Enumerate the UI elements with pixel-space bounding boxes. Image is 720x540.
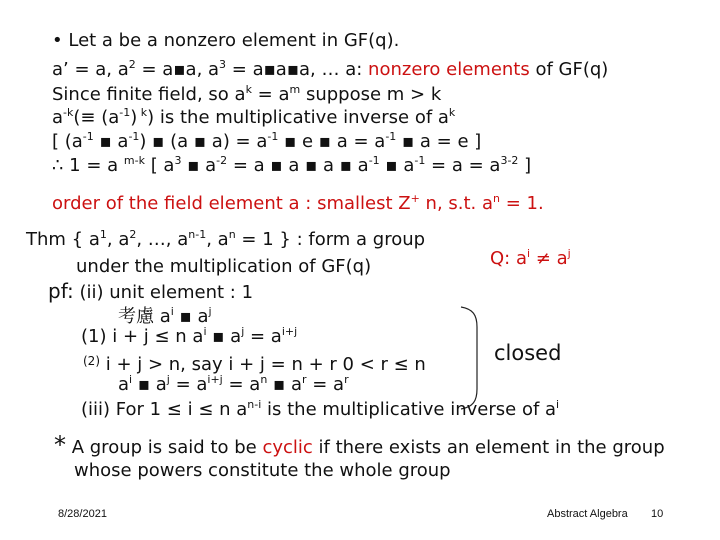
t: whose powers constitute the whole group — [74, 460, 451, 481]
t: , …, a — [136, 229, 189, 250]
sup: j — [241, 325, 245, 338]
t: = a — [306, 374, 345, 395]
sup: -1 — [82, 130, 94, 143]
sup: -1 — [414, 154, 426, 167]
sup: m — [289, 83, 301, 96]
t: = a — [222, 374, 261, 395]
sup: j — [208, 305, 212, 318]
t: ] — [518, 155, 532, 176]
sup: k — [245, 83, 252, 96]
t: a’ = a, a — [52, 59, 129, 80]
t: ≠ a — [530, 248, 568, 269]
bullet-icon: • — [52, 30, 63, 51]
theorem-line — [26, 229, 425, 251]
t: 考慮 a — [118, 306, 171, 327]
proof-line — [48, 280, 253, 304]
t: = a — [244, 326, 282, 347]
t: order of the field element a : smallest Z — [52, 193, 411, 214]
sup: k — [448, 106, 456, 119]
t: ▪ a — [379, 155, 415, 176]
t: ▪ a — [93, 131, 129, 152]
footer-page-number: 10 — [651, 508, 664, 520]
t: (1) i + j ≤ n a — [81, 326, 204, 347]
sup: -k — [63, 106, 74, 119]
t: [ a — [144, 155, 175, 176]
footer-title: Abstract Algebra — [547, 508, 628, 520]
line-4 — [52, 107, 455, 129]
t: [ (a — [52, 131, 83, 152]
cyclic-definition — [54, 431, 665, 459]
t: = a▪a, a — [135, 59, 220, 80]
t: , a — [106, 229, 130, 250]
consider-line — [118, 306, 212, 328]
t: (ii) unit element : 1 — [79, 282, 254, 303]
t: a — [118, 374, 130, 395]
t: ▪ a — [181, 155, 217, 176]
t: ▪ a — [267, 374, 302, 395]
t: of GF(q) — [529, 59, 609, 80]
line-2 — [52, 59, 608, 81]
sup: 3-2 — [500, 154, 519, 167]
t: Q: a — [490, 248, 527, 269]
sup: m-k — [123, 154, 145, 167]
footer-date: 8/28/2021 — [58, 508, 107, 520]
sup: j — [166, 373, 170, 386]
sup: i+j — [207, 373, 223, 386]
t: = a — [251, 84, 290, 105]
sup: r — [344, 373, 349, 386]
t: ) — [130, 107, 138, 128]
t: i + j > n, say i + j = n + r 0 < r ≤ n — [100, 354, 426, 375]
t: ∴ 1 = a — [52, 155, 124, 176]
line-1-text: Let a be a nonzero element in GF(q). — [68, 30, 400, 51]
t: ▪ a — [206, 326, 242, 347]
inverse-line — [81, 399, 559, 421]
sup: + — [410, 192, 420, 205]
t: = 1. — [500, 193, 544, 214]
sup: n — [260, 373, 268, 386]
sup: -1 — [267, 130, 279, 143]
t: = 1 } : form a group — [235, 229, 426, 250]
theorem-line-2 — [76, 256, 371, 278]
highlight-nonzero: nonzero elements — [368, 59, 530, 80]
highlight-cyclic: cyclic — [262, 437, 313, 458]
t: ) is the multiplicative inverse of a — [147, 107, 449, 128]
sup: n-1 — [188, 228, 207, 241]
t: , a — [206, 229, 229, 250]
t: a — [52, 107, 64, 128]
t: ▪ a — [173, 306, 209, 327]
cyclic-definition-2 — [74, 460, 451, 482]
proof-label: pf: — [48, 279, 74, 303]
sup: n — [493, 192, 501, 205]
t: ) ▪ (a ▪ a) = a — [139, 131, 268, 152]
sup: 2 — [129, 228, 137, 241]
sup: i — [170, 305, 174, 318]
t: closed — [494, 341, 562, 365]
t: (iii) For 1 ≤ i ≤ n a — [81, 399, 248, 420]
line-5 — [52, 131, 481, 153]
sup: k — [137, 106, 148, 119]
t: = a = a — [425, 155, 501, 176]
sup: i — [129, 373, 133, 386]
t: is the multiplicative inverse of a — [261, 399, 557, 420]
sup: 3 — [174, 154, 182, 167]
sup: i+j — [281, 325, 298, 338]
sup: 1 — [99, 228, 107, 241]
sup: n — [228, 228, 236, 241]
closed-bracket — [455, 303, 485, 413]
sup: 3 — [219, 58, 227, 71]
t: Since finite field, so a — [52, 84, 246, 105]
t: n, s.t. a — [419, 193, 494, 214]
t: = a▪a▪a, … a: — [226, 59, 369, 80]
t: under the multiplication of GF(q) — [76, 256, 372, 277]
t: A group is said to be — [66, 437, 263, 458]
case-2-line — [83, 350, 426, 376]
line-1 — [52, 30, 399, 52]
sup: i — [556, 398, 560, 411]
sup: -1 — [368, 154, 380, 167]
sup: -2 — [216, 154, 228, 167]
t: suppose m > k — [300, 84, 442, 105]
sup: -1 — [119, 106, 131, 119]
t: Thm { a — [26, 229, 100, 250]
sup: r — [301, 373, 307, 386]
case-2-number: (2) — [83, 354, 100, 368]
order-definition — [52, 193, 544, 215]
sup: n-i — [247, 398, 262, 411]
t: ▪ a = e ] — [396, 131, 482, 152]
sup: i — [203, 325, 207, 338]
sup: -1 — [385, 130, 397, 143]
sup: 2 — [128, 58, 136, 71]
line-3 — [52, 84, 441, 106]
sup: j — [567, 247, 571, 260]
sup: i — [526, 247, 531, 260]
case-2-result — [118, 374, 349, 396]
closed-label — [494, 341, 561, 365]
question-note — [490, 248, 571, 270]
t: if there exists an element in the group — [312, 437, 665, 458]
t: ▪ e ▪ a = a — [278, 131, 386, 152]
t: = a ▪ a ▪ a ▪ a — [227, 155, 369, 176]
sup: -1 — [128, 130, 140, 143]
t: (≡ (a — [73, 107, 120, 128]
asterisk-icon: * — [54, 431, 66, 459]
t: ▪ a — [132, 374, 167, 395]
t: = a — [169, 374, 208, 395]
case-1-line — [81, 326, 297, 348]
line-6 — [52, 155, 531, 177]
